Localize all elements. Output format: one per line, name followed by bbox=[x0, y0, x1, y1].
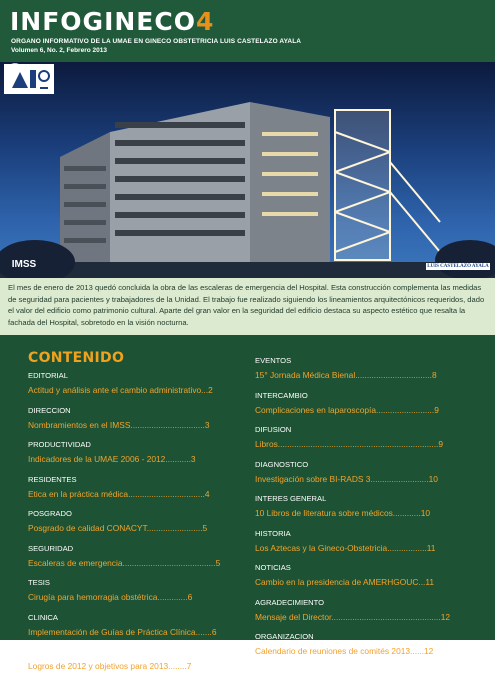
toc-section: DIRECCION bbox=[28, 405, 71, 415]
toc-item[interactable]: 15° Jornada Médica Bienal.................................8 bbox=[255, 370, 437, 380]
toc-entry[interactable] bbox=[28, 439, 238, 474]
cover-photo bbox=[0, 62, 495, 278]
toc-section: EVENTOS bbox=[255, 356, 292, 365]
toc-section: CLINICA bbox=[28, 612, 58, 622]
toc-section: INTERES GENERAL bbox=[255, 494, 327, 503]
toc-entry[interactable] bbox=[255, 597, 451, 632]
toc-entry[interactable] bbox=[255, 424, 447, 459]
toc-item[interactable]: Complicaciones en laparoscopía.........................9 bbox=[255, 404, 439, 415]
toc-section: AGRADECIMIENTO bbox=[255, 597, 325, 607]
toc-entry[interactable] bbox=[28, 543, 238, 578]
toc-item[interactable]: Mensaje del Director...............................................12 bbox=[255, 611, 451, 622]
toc-item[interactable]: Escaleras de emergencia........................................5 bbox=[28, 557, 221, 568]
toc-section: EDITORIAL bbox=[28, 371, 68, 380]
toc-item[interactable]: Libros.....................................................................9 bbox=[255, 439, 444, 449]
toc-section: POSGRADO bbox=[28, 509, 72, 518]
contents-right-column bbox=[255, 355, 451, 666]
toc-section: SEGURIDAD bbox=[28, 543, 74, 553]
toc-entry[interactable] bbox=[255, 355, 447, 390]
table-of-contents bbox=[0, 335, 495, 671]
toc-item[interactable]: Indicadores de la UMAE 2006 - 2012...........3 bbox=[28, 454, 196, 464]
toc-section: NOTICIAS bbox=[255, 563, 291, 572]
toc-entry[interactable] bbox=[28, 370, 238, 405]
toc-item[interactable]: Implementación de Guías de Práctica Clínica.......6 bbox=[28, 626, 217, 637]
toc-item[interactable]: Investigación sobre BI-RADS 3.........................10 bbox=[255, 473, 438, 484]
toc-section: TESIS bbox=[28, 578, 50, 587]
toc-item[interactable]: Actitud y análisis ante el cambio administrativo...2 bbox=[28, 385, 213, 395]
toc-entry[interactable] bbox=[255, 390, 447, 425]
hospital-logo-text: LUIS CASTELAZO AYALA bbox=[427, 264, 489, 269]
toc-entry[interactable] bbox=[28, 508, 238, 543]
toc-entry[interactable] bbox=[28, 612, 238, 647]
toc-section: ORGANIZACION bbox=[255, 632, 314, 641]
toc-entry[interactable] bbox=[255, 493, 447, 528]
photo-caption: El mes de enero de 2013 quedó concluida la obra de las escaleras de emergencia del Hospital. Esta construcción complementa las medidas de seguridad para pacientes y trabajadores de la Unidad. El trabajo fue realizado siguiendo los lineamientos arquitectónicos requeridos, dado el valor del edificio como patrimonio cultural. Aparte del gran valor en la seguridad del edificio destaca su aspecto estético que resalta la fachada del Hospital, sobretodo en la visión nocturna. bbox=[8, 283, 485, 327]
imss-logo-text: IMSS bbox=[11, 259, 37, 270]
title-main: INFOGINECO bbox=[10, 7, 196, 36]
toc-item[interactable]: Calendario de reuniones de comités 2013......12 bbox=[255, 646, 434, 656]
toc-item[interactable]: 10 Libros de literatura sobre médicos............10 bbox=[255, 508, 431, 518]
issue-volume: Volumen 6, No. 2, Febrero 2013 bbox=[11, 47, 107, 54]
photo-caption-box bbox=[0, 278, 495, 335]
toc-section: HISTORIA bbox=[255, 528, 291, 538]
toc-entry[interactable] bbox=[255, 562, 447, 597]
toc-section: DIAGNOSTICO bbox=[255, 459, 309, 469]
toc-section: PRODUCTIVIDAD bbox=[28, 647, 91, 656]
toc-item[interactable]: Posgrado de calidad CONACYT........................5 bbox=[28, 523, 208, 533]
toc-section: RESIDENTES bbox=[28, 474, 77, 484]
hospital-building-illustration bbox=[0, 62, 495, 278]
newsletter-subtitle: ORGANO INFORMATIVO DE LA UMAE EN GINECO OBSTETRICIA LUIS CASTELAZO AYALA bbox=[11, 38, 302, 45]
toc-item[interactable]: Cirugía para hemorragia obstétrica.............6 bbox=[28, 592, 193, 602]
toc-item[interactable]: Logros de 2012 y objetivos para 2013........7 bbox=[28, 661, 192, 671]
toc-entry[interactable] bbox=[255, 459, 447, 494]
contents-heading: CONTENIDO bbox=[28, 350, 125, 366]
toc-section: INTERCAMBIO bbox=[255, 390, 308, 400]
toc-item[interactable]: Los Aztecas y la Gineco-Obstetricia.................11 bbox=[255, 542, 436, 553]
title-number: 4 bbox=[195, 7, 215, 36]
hospital-logo-icon bbox=[0, 62, 58, 102]
toc-entry[interactable] bbox=[28, 577, 238, 612]
toc-section: DIFUSION bbox=[255, 425, 292, 434]
newsletter-title bbox=[10, 8, 214, 36]
toc-entry[interactable] bbox=[28, 646, 238, 681]
masthead bbox=[0, 0, 495, 62]
toc-entry[interactable] bbox=[255, 528, 447, 563]
toc-entry[interactable] bbox=[28, 474, 238, 509]
toc-entry[interactable] bbox=[28, 405, 238, 440]
toc-entry[interactable] bbox=[255, 631, 447, 666]
toc-item[interactable]: Nombramientos en el IMSS................................3 bbox=[28, 419, 210, 430]
toc-item[interactable]: Cambio en la presidencia de AMERHGOUC...11 bbox=[255, 577, 435, 587]
toc-section: PRODUCTIVIDAD bbox=[28, 440, 91, 449]
contents-left-column bbox=[28, 370, 238, 681]
toc-item[interactable]: Etica en la práctica médica.................................4 bbox=[28, 488, 210, 499]
